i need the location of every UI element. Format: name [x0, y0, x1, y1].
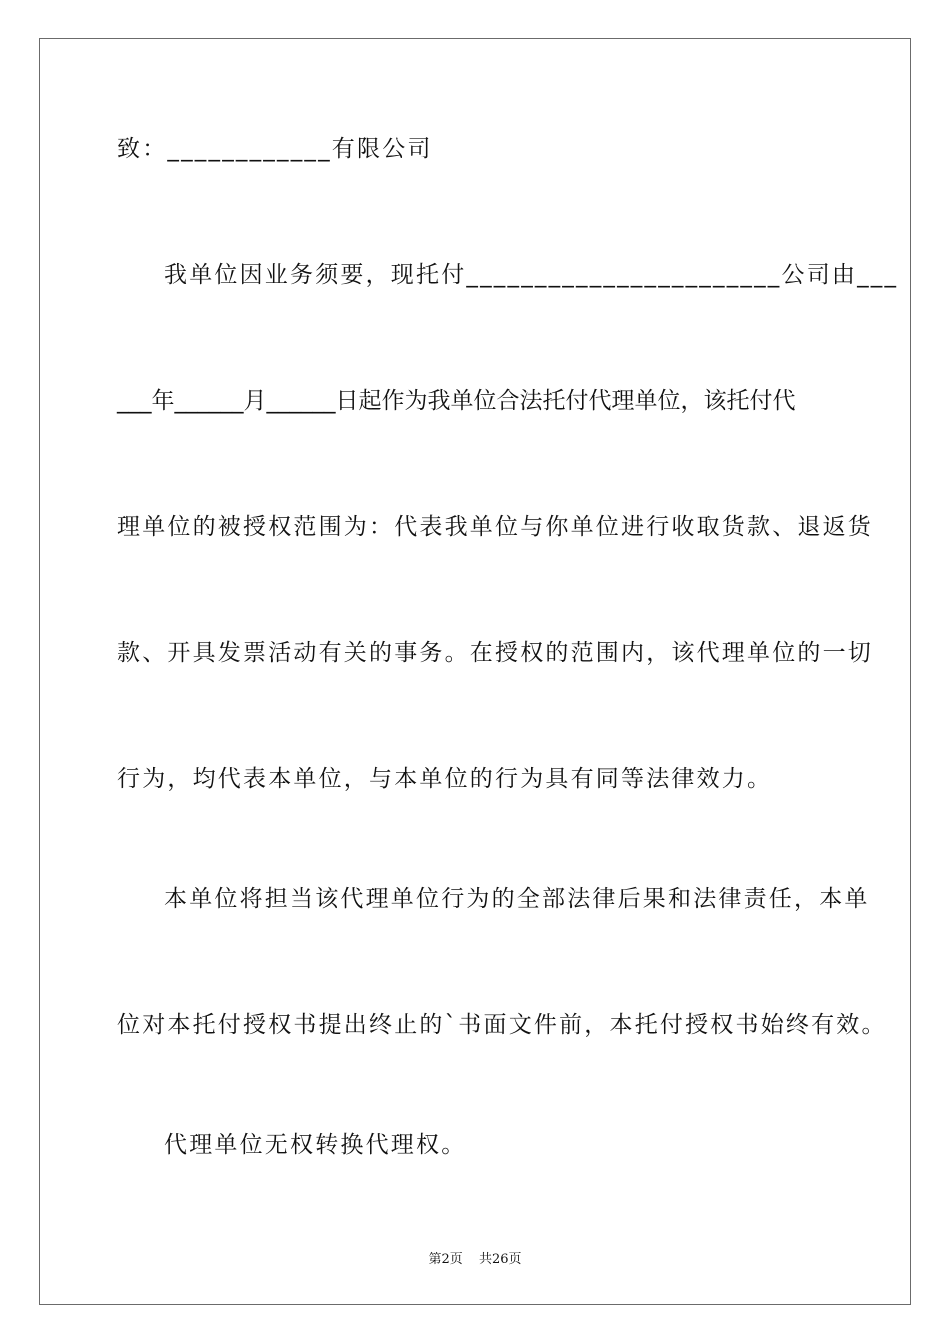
addressee-line: 致：____________有限公司 — [117, 136, 433, 162]
paragraph-line: 位对本托付授权书提出终止的`书面文件前，本托付授权书始终有效。 — [117, 1012, 887, 1038]
paragraph-line — [117, 386, 837, 416]
paragraph-line-text: ___年______月______日起作为我单位合法托付代理单位，该托付代 — [117, 388, 796, 414]
page-footer — [0, 1248, 950, 1267]
page-number: 第2页 — [428, 1252, 463, 1267]
paragraph-line: 本单位将担当该代理单位行为的全部法律后果和法律责任，本单 — [164, 886, 870, 912]
page-border — [39, 38, 911, 1305]
paragraph-line: 行为，均代表本单位，与本单位的行为具有同等法律效力。 — [117, 766, 773, 792]
paragraph-line: 我单位因业务须要，现托付_______________________公司由___ — [164, 262, 899, 288]
paragraph-line: 代理单位无权转换代理权。 — [164, 1132, 467, 1158]
paragraph-line: 款、开具发票活动有关的事务。在授权的范围内，该代理单位的一切 — [117, 640, 873, 666]
page-total: 共26页 — [478, 1252, 522, 1267]
paragraph-line: 理单位的被授权范围为：代表我单位与你单位进行收取货款、退返货 — [117, 514, 873, 540]
